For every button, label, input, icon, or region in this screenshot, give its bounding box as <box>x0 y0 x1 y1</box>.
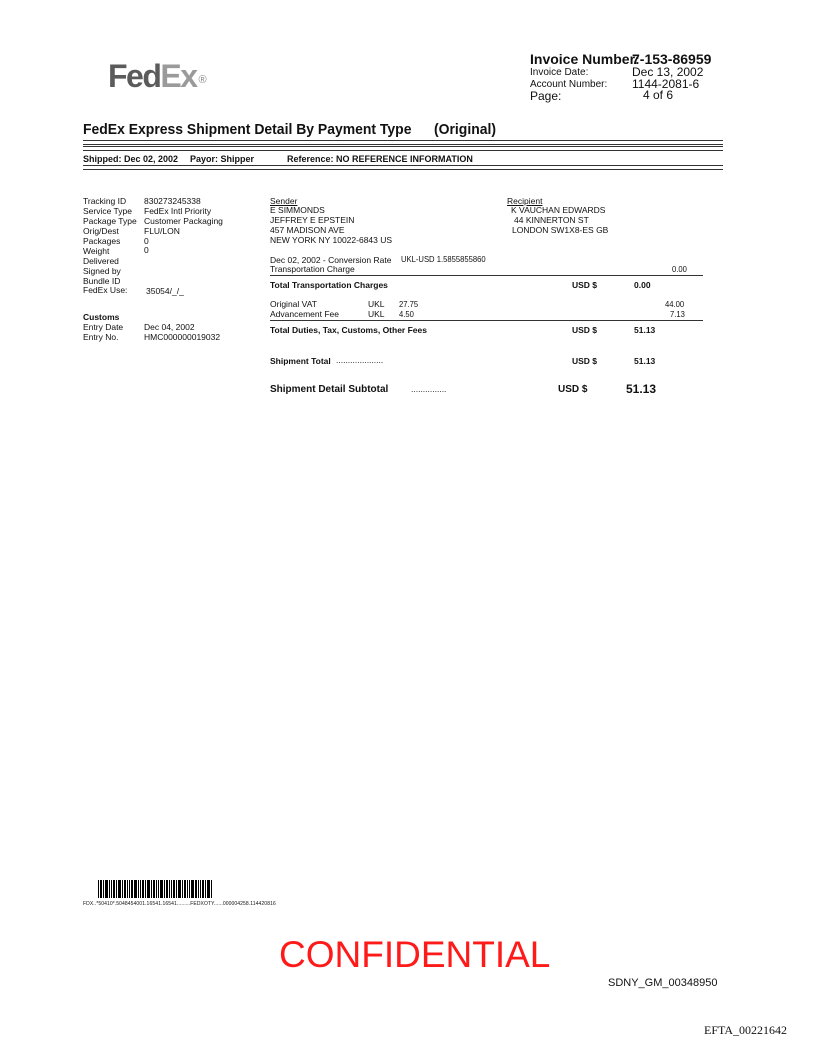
orig-dest: FLU/LON <box>144 226 180 236</box>
page-number: 4 of 6 <box>643 88 674 102</box>
recipient-heading: Recipient <box>507 196 543 206</box>
shipped-date: Shipped: Dec 02, 2002 <box>83 154 179 164</box>
sender-line-1: E SIMMONDS <box>270 205 325 215</box>
invoice-date: Dec 13, 2002 <box>632 65 704 79</box>
conversion-rate-value: UKL-USD 1.5855855860 <box>401 254 486 264</box>
total-duties-currency: USD $ <box>572 325 598 335</box>
account-number-label: Account Number: <box>530 79 608 90</box>
total-transportation-label: Total Transportation Charges <box>270 280 388 290</box>
divider <box>270 320 703 321</box>
recipient-line-1: K VAUCHAN EDWARDS <box>511 205 606 215</box>
tracking-id: 830273245338 <box>144 196 201 206</box>
payor: Payor: Shipper <box>190 154 255 164</box>
entry-date: Dec 04, 2002 <box>144 322 195 332</box>
package-type-label: Package Type <box>83 216 137 226</box>
fedex-logo: FedEx ® <box>108 58 207 94</box>
invoice-number-label: Invoice Number: <box>530 51 640 67</box>
entry-no-label: Entry No. <box>83 332 119 342</box>
sender-heading: Sender <box>270 196 298 206</box>
total-duties-label: Total Duties, Tax, Customs, Other Fees <box>270 325 427 335</box>
divider <box>83 146 723 151</box>
divider <box>83 140 723 145</box>
divider <box>83 165 723 170</box>
sender-line-4: NEW YORK NY 10022-6843 US <box>270 235 393 245</box>
sender-line-2: JEFFREY E EPSTEIN <box>270 215 355 225</box>
shipment-total-leader: .................... <box>336 355 384 365</box>
tracking-id-label: Tracking ID <box>83 196 127 206</box>
fedex-use-label: FedEx Use: <box>83 285 128 295</box>
confidential-stamp: CONFIDENTIAL <box>279 934 551 975</box>
divider <box>270 275 703 276</box>
entry-date-label: Entry Date <box>83 322 124 332</box>
original-label: (Original) <box>434 121 497 138</box>
orig-dest-label: Orig/Dest <box>83 226 119 236</box>
advancement-fee-label: Advancement Fee <box>270 309 339 319</box>
advancement-fee-currency: UKL <box>368 309 385 319</box>
total-transportation-currency: USD $ <box>572 280 598 290</box>
customs-heading: Customs <box>83 312 120 322</box>
transportation-charge-amount: 0.00 <box>672 264 687 274</box>
recipient-line-2: 44 KINNERTON ST <box>514 215 589 225</box>
barcode-text: FDX..*50410*.5048454001.16541.16541.........FEDXOTY......000004258.114420816 <box>83 901 276 907</box>
advancement-fee-foreign: 4.50 <box>399 309 414 319</box>
barcode <box>98 880 216 898</box>
account-number: 1144-2081-6 <box>632 77 700 91</box>
bates-number: SDNY_GM_00348950 <box>608 977 718 989</box>
page-label: Page: <box>530 89 562 103</box>
original-vat-amount: 44.00 <box>665 299 685 309</box>
subtotal-leader: ............... <box>411 384 447 394</box>
conversion-rate-label: Dec 02, 2002 - Conversion Rate <box>270 255 392 265</box>
packages: 0 <box>144 236 149 246</box>
invoice-date-label: Invoice Date: <box>530 67 589 78</box>
recipient-line-3: LONDON SW1X8-ES GB <box>512 225 609 235</box>
efta-number: EFTA_00221642 <box>704 1023 788 1037</box>
original-vat-currency: UKL <box>368 299 385 309</box>
weight-label: Weight <box>83 246 110 256</box>
signed-by-label: Signed by <box>83 266 121 276</box>
total-transportation-amount: 0.00 <box>634 280 651 290</box>
service-type-label: Service Type <box>83 206 132 216</box>
total-duties-amount: 51.13 <box>634 325 656 335</box>
original-vat-foreign: 27.75 <box>399 299 419 309</box>
entry-no: HMC000000019032 <box>144 332 221 342</box>
subtotal-amount: 51.13 <box>626 382 657 396</box>
invoice-number: 7-153-86959 <box>632 51 712 67</box>
shipment-total-label: Shipment Total <box>270 356 331 366</box>
weight: 0 <box>144 245 149 255</box>
reference: Reference: NO REFERENCE INFORMATION <box>287 154 473 164</box>
transportation-charge-label: Transportation Charge <box>270 264 355 274</box>
shipment-detail-subtotal-label: Shipment Detail Subtotal <box>270 384 389 395</box>
shipment-total-currency: USD $ <box>572 356 598 366</box>
shipment-total-amount: 51.13 <box>634 356 656 366</box>
original-vat-label: Original VAT <box>270 299 317 309</box>
subtotal-currency: USD $ <box>558 384 588 395</box>
service-type: FedEx Intl Priority <box>144 206 212 216</box>
package-type: Customer Packaging <box>144 216 223 226</box>
page-title: FedEx Express Shipment Detail By Payment Type <box>83 121 412 138</box>
advancement-fee-amount: 7.13 <box>670 309 685 319</box>
bundle-id-label: Bundle ID <box>83 276 121 286</box>
packages-label: Packages <box>83 236 121 246</box>
fedex-use: 35054/_/_ <box>146 286 184 296</box>
delivered-label: Delivered <box>83 256 119 266</box>
sender-line-3: 457 MADISON AVE <box>270 225 345 235</box>
